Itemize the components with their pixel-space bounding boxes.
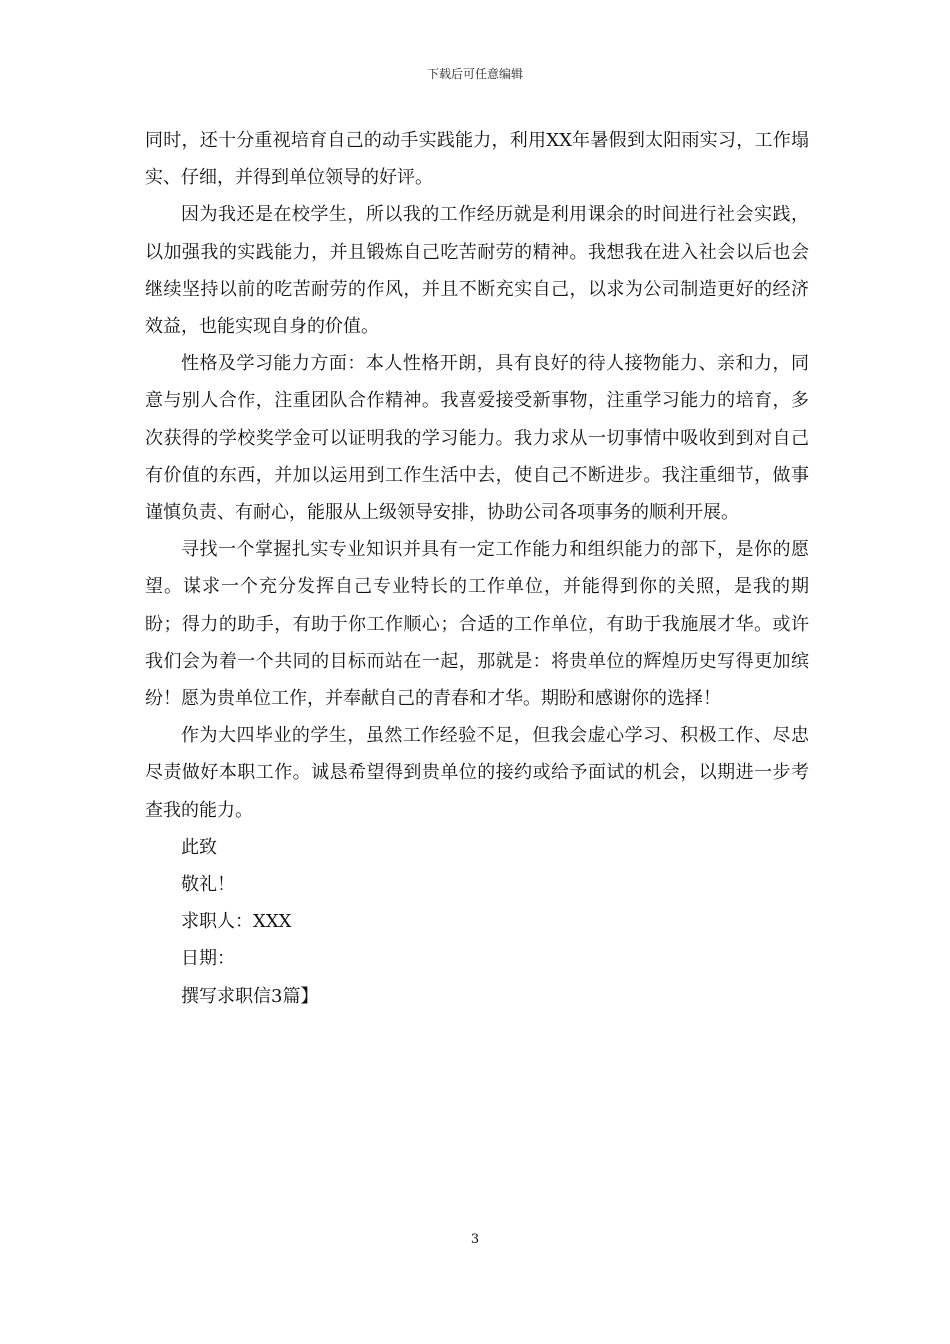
paragraph-wish: 寻找一个掌握扎实专业知识并具有一定工作能力和组织能力的部下，是你的愿望。谋求一个充分发挥自己专业特长的工作单位，并能得到你的关照，是我的期盼；得力的助手，有助于你工作顺心；合适的工作单位，有助于我施展才华。或许我们会为着一个共同的目标而站在一起，那就是：将贵单位的辉煌历史写得更加缤纷！愿为贵单位工作，并奉献自己的青春和才华。期盼和感谢你的选择！ <box>145 539 809 710</box>
page-number: 3 <box>470 1232 480 1247</box>
closing-salutation: 此致 <box>181 836 217 858</box>
paragraph-work-experience: 因为我还是在校学生，所以我的工作经历就是利用课余的时间进行社会实践，以加强我的实践能力，并且锻炼自己吃苦耐劳的精神。我想我在进入社会以后也会继续坚持以前的吃苦耐劳的作风，并且不断充实自己，以求为公司制造更好的经济效益，也能实现自身的价值。 <box>145 204 809 338</box>
paragraph-conclusion: 作为大四毕业的学生，虽然工作经验不足，但我会虚心学习、积极工作、尽忠尽责做好本职工作。诚恳希望得到贵单位的接约或给予面试的机会，以期进一步考查我的能力。 <box>145 725 809 821</box>
page-header: 下载后可任意编辑 <box>426 67 523 81</box>
closing-date: 日期： <box>181 948 235 970</box>
paragraph-continuation: 同时，还十分重视培育自己的动手实践能力，利用XX年暑假到太阳雨实习，工作塌实、仔细，并得到单位领导的好评。 <box>145 130 809 189</box>
closing-regards: 敬礼！ <box>181 874 235 896</box>
closing-applicant: 求职人：XXX <box>181 911 292 933</box>
document-body <box>145 122 809 1015</box>
footer-title: 撰写求职信3篇】 <box>181 985 319 1007</box>
paragraph-personality: 性格及学习能力方面：本人性格开朗，具有良好的待人接物能力、亲和力，同意与别人合作，注重团队合作精神。我喜爱接受新事物，注重学习能力的培育，多次获得的学校奖学金可以证明我的学习能力。我力求从一切事情中吸收到到对自己有价值的东西，并加以运用到工作生活中去，使自己不断进步。我注重细节，做事谨慎负责、有耐心，能服从上级领导安排，协助公司各项事务的顺利开展。 <box>145 353 809 524</box>
